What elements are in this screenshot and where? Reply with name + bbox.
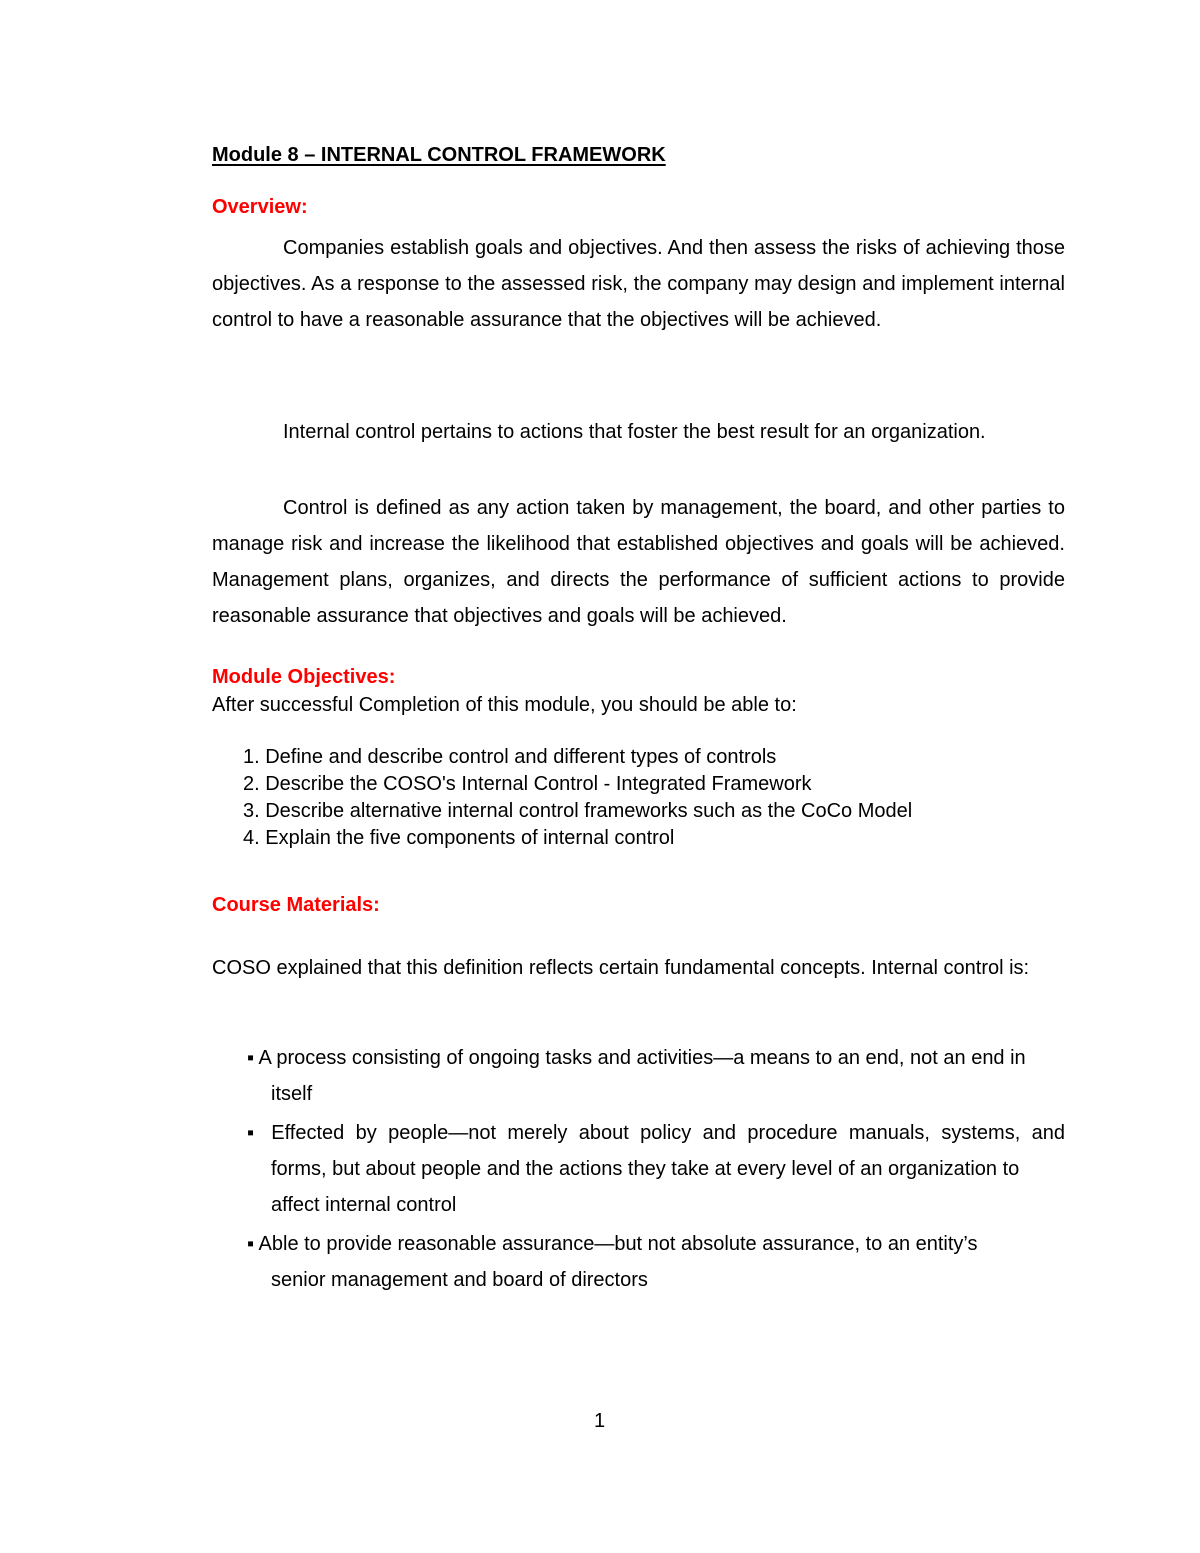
concept-bullet-text: ▪ Able to provide reasonable assurance—but not absolute assurance, to an entity’s [247,1233,978,1255]
objective-item: 3. Describe alternative internal control frameworks such as the CoCo Model [243,800,913,822]
concept-bullet-text: ▪ Effected by people—not merely about policy and procedure manuals, systems, and [247,1122,1065,1144]
objectives-list [243,744,912,852]
course-materials-heading: Course Materials: [212,894,380,916]
objective-item: 1. Define and describe control and different types of controls [243,746,777,768]
objectives-intro: After successful Completion of this module, you should be able to: [212,694,797,716]
objective-item: 2. Describe the COSO's Internal Control - Integrated Framework [243,773,812,795]
module-title: Module 8 – INTERNAL CONTROL FRAMEWORK [212,144,666,166]
concept-bullet-continuation: itself [271,1083,313,1105]
objectives-heading: Module Objectives: [212,666,396,688]
overview-paragraph-1: Companies establish goals and objectives. And then assess the risks of achieving those objectives. As a response to the assessed risk, the company may design and implement internal control to have a reasonable assurance that the objectives will be achieved. [212,237,1065,331]
concept-bullet [247,1040,1065,1112]
objective-item: 4. Explain the five components of internal control [243,827,675,849]
overview-heading: Overview: [212,196,308,218]
concept-bullet-continuation: forms, but about people and the actions they take at every level of an organization to affect internal control [271,1158,1020,1216]
concept-bullet [247,1226,1065,1298]
page-number: 1 [594,1410,606,1432]
concept-bullet [247,1115,1065,1223]
concept-bullet-continuation: senior management and board of directors [271,1269,648,1291]
concept-bullet-text: ▪ A process consisting of ongoing tasks and activities—a means to an end, not an end in [247,1047,1026,1069]
materials-intro: COSO explained that this definition reflects certain fundamental concepts. Internal control is: [212,957,1030,979]
overview-paragraph-3: Control is defined as any action taken by management, the board, and other parties to manage risk and increase the likelihood that established objectives and goals will be achieved. Management plans, organizes, and directs the performance of sufficient actions to provide reasonable assurance that objectives and goals will be achieved. [212,497,1065,627]
overview-paragraph-2: Internal control pertains to actions that foster the best result for an organization. [283,421,986,443]
